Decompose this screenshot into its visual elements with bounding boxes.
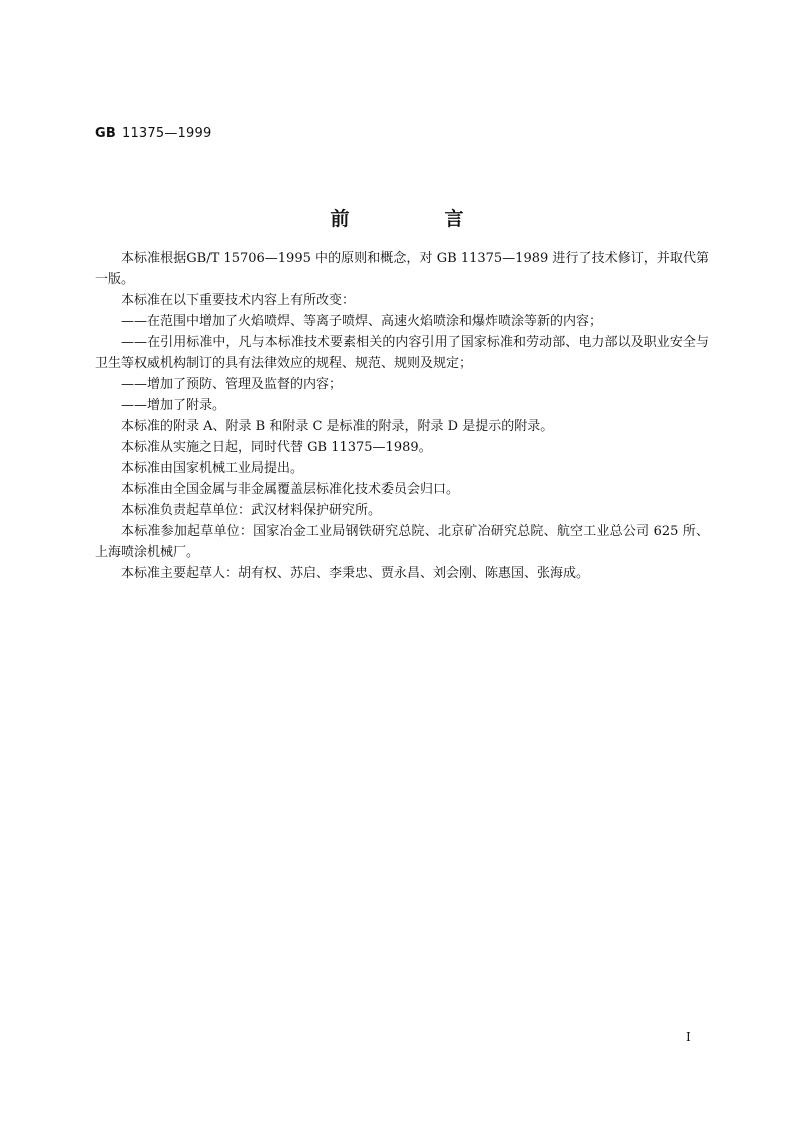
paragraph-change-references: ——在引用标准中，凡与本标准技术要素相关的内容引用了国家标准和劳动部、电力部以及职业安全与卫生等权威机构制订的具有法律效应的规程、规范、规则及规定；	[95, 335, 709, 371]
standard-code-number: 11375—1999	[121, 126, 212, 141]
paragraph-drafters: 本标准主要起草人：胡有权、苏启、李秉忠、贾永昌、刘会刚、陈惠国、张海成。	[121, 566, 590, 581]
foreword-body	[95, 248, 709, 584]
standard-code-prefix: GB	[95, 126, 116, 141]
page-title: 前 言	[330, 208, 502, 230]
paragraph-change-prevention: ——增加了预防、管理及监督的内容；	[121, 377, 343, 392]
paragraph-revision: 本标准根据GB/T 15706—1995 中的原则和概念，对 GB 11375—1989 进行了技术修订，并取代第一版。	[95, 251, 709, 287]
paragraph-changes-intro: 本标准在以下重要技术内容上有所改变：	[121, 293, 356, 308]
paragraph-proposed-by: 本标准由国家机械工业局提出。	[121, 461, 304, 476]
paragraph-replaces: 本标准从实施之日起，同时代替 GB 11375—1989。	[121, 440, 432, 455]
paragraph-change-appendix: ——增加了附录。	[121, 398, 226, 413]
paragraph-participating-units: 本标准参加起草单位：国家冶金工业局钢铁研究总院、北京矿冶研究总院、航空工业总公司 625 所、上海喷涂机械厂。	[95, 524, 709, 560]
paragraph-appendices: 本标准的附录 A、附录 B 和附录 C 是标准的附录，附录 D 是提示的附录。	[121, 419, 554, 434]
paragraph-change-scope: ——在范围中增加了火焰喷焊、等离子喷焊、高速火焰喷涂和爆炸喷涂等新的内容；	[121, 314, 603, 329]
paragraph-managed-by: 本标准由全国金属与非金属覆盖层标准化技术委员会归口。	[121, 482, 460, 497]
paragraph-drafting-unit: 本标准负责起草单位：武汉材料保护研究所。	[121, 503, 382, 518]
standard-code	[95, 126, 211, 141]
page-number: I	[686, 1030, 691, 1044]
